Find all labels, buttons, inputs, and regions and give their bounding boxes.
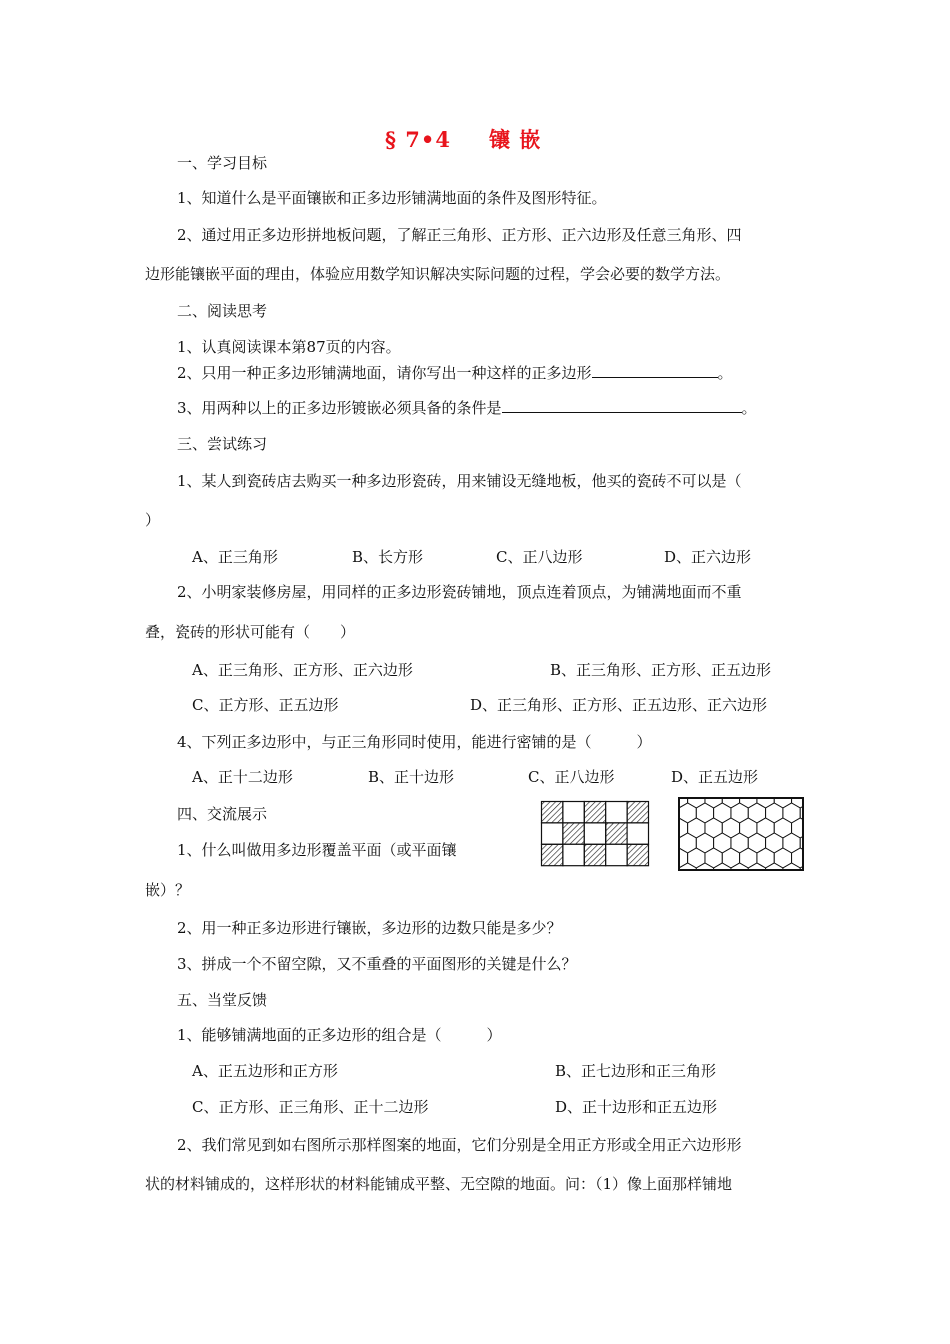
question-2-line-2: 叠，瓷砖的形状可能有（ ） xyxy=(145,623,356,641)
section-heading-5: 五、当堂反馈 xyxy=(177,991,268,1009)
reading-item-2 xyxy=(177,363,733,383)
reading-item-3-text: 3、用两种以上的正多边形镀嵌必须具备的条件是 xyxy=(177,399,502,417)
option-d: D、正十边形和正五边形 xyxy=(555,1098,718,1116)
section-heading-1: 一、学习目标 xyxy=(177,154,268,172)
section-name: 镶 嵌 xyxy=(488,127,542,152)
hatched-square-tile xyxy=(584,802,605,823)
question-4: 4、下列正多边形中，与正三角形同时使用，能进行密铺的是（ ） xyxy=(177,733,652,751)
hatched-square-tile xyxy=(627,844,648,865)
section-heading-2: 二、阅读思考 xyxy=(177,302,268,320)
hatched-square-tile xyxy=(584,844,605,865)
objective-2-line-1: 2、通过用正多边形拼地板问题，了解正三角形、正方形、正六边形及任意三角形、四 xyxy=(177,226,742,244)
option-a: A、正十二边形 xyxy=(192,768,293,786)
hatched-square-tile xyxy=(606,823,627,844)
hatched-square-tile xyxy=(563,823,584,844)
option-c: C、正八边形 xyxy=(528,768,615,786)
reading-item-1: 1、认真阅读课本第87页的内容。 xyxy=(177,338,401,356)
exchange-question-2: 2、用一种正多边形进行镶嵌，多边形的边数只能是多少？ xyxy=(177,919,562,937)
option-a: A、正三角形、正方形、正六边形 xyxy=(192,661,413,679)
plain-square-tile xyxy=(627,823,648,844)
square-tiling-figure xyxy=(540,800,650,868)
option-b: B、长方形 xyxy=(352,548,424,566)
option-d: D、正五边形 xyxy=(671,768,759,786)
plain-square-tile xyxy=(606,844,627,865)
answer-blank[interactable] xyxy=(592,363,718,378)
option-d: D、正六边形 xyxy=(664,548,752,566)
answer-blank[interactable] xyxy=(502,398,742,413)
hatched-square-tile xyxy=(542,802,563,823)
hatched-square-tile xyxy=(627,802,648,823)
option-a: A、正五边形和正方形 xyxy=(192,1062,338,1080)
section-number: § 7•4 xyxy=(385,127,451,152)
option-b: B、正七边形和正三角形 xyxy=(555,1062,717,1080)
period: 。 xyxy=(717,364,733,382)
option-c: C、正方形、正三角形、正十二边形 xyxy=(192,1098,429,1116)
option-c: C、正八边形 xyxy=(496,548,583,566)
feedback-question-2-line-1: 2、我们常见到如右图所示那样图案的地面，它们分别是全用正方形或全用正六边形形 xyxy=(177,1136,742,1154)
exchange-question-1-line-2: 嵌）？ xyxy=(145,881,191,899)
feedback-question-2-line-2: 状的材料铺成的，这样形状的材料能铺成平整、无空隙的地面。问：（1）像上面那样铺地 xyxy=(145,1175,733,1193)
hatched-square-tile xyxy=(542,844,563,865)
period: 。 xyxy=(741,399,757,417)
reading-item-2-text: 2、只用一种正多边形铺满地面，请你写出一种这样的正多边形 xyxy=(177,364,592,382)
hexagon-tiling-figure xyxy=(677,796,805,872)
objective-2-line-2: 边形能镶嵌平面的理由，体验应用数学知识解决实际问题的过程，学会必要的数学方法。 xyxy=(145,265,731,283)
option-c: C、正方形、正五边形 xyxy=(192,696,339,714)
plain-square-tile xyxy=(542,823,563,844)
section-heading-3: 三、尝试练习 xyxy=(177,435,268,453)
plain-square-tile xyxy=(563,802,584,823)
option-d: D、正三角形、正方形、正五边形、正六边形 xyxy=(470,696,768,714)
option-b: B、正十边形 xyxy=(368,768,455,786)
section-heading-4: 四、交流展示 xyxy=(177,805,268,823)
question-1-line-1: 1、某人到瓷砖店去购买一种多边形瓷砖，用来铺设无缝地板，他买的瓷砖不可以是（ xyxy=(177,472,742,490)
objective-1: 1、知道什么是平面镶嵌和正多边形铺满地面的条件及图形特征。 xyxy=(177,189,607,207)
exchange-question-3: 3、拼成一个不留空隙，又不重叠的平面图形的关键是什么？ xyxy=(177,955,577,973)
reading-item-3 xyxy=(177,398,757,418)
page-title xyxy=(385,124,541,154)
plain-square-tile xyxy=(606,802,627,823)
exchange-question-1-line-1: 1、什么叫做用多边形覆盖平面（或平面镶 xyxy=(177,841,457,859)
question-2-line-1: 2、小明家装修房屋，用同样的正多边形瓷砖铺地，顶点连着顶点，为铺满地面而不重 xyxy=(177,583,742,601)
plain-square-tile xyxy=(563,844,584,865)
option-a: A、正三角形 xyxy=(192,548,278,566)
option-b: B、正三角形、正方形、正五边形 xyxy=(550,661,772,679)
question-1-line-2: ） xyxy=(145,511,161,529)
plain-square-tile xyxy=(584,823,605,844)
feedback-question-1: 1、能够铺满地面的正多边形的组合是（ ） xyxy=(177,1026,502,1044)
